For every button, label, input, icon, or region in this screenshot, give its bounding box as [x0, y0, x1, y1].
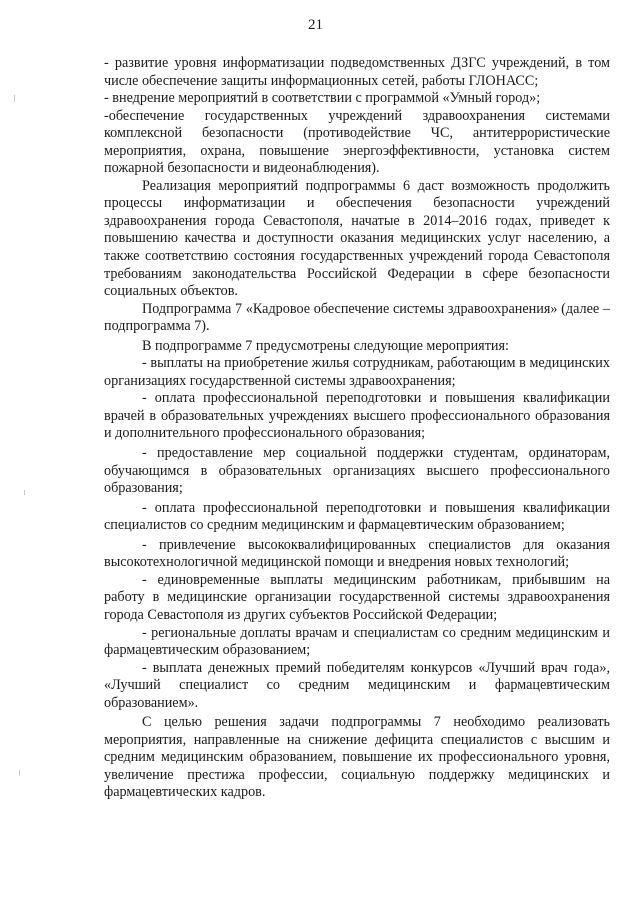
- bullet-paragraph: - развитие уровня информатизации подведомственных ДЗГС учреждений, в том числе обеспечение защиты информационных сетей, работы ГЛОНАСС;: [104, 55, 610, 89]
- scan-edge-mark-top: [14, 95, 15, 102]
- bullet-paragraph: - привлечение высококвалифицированных специалистов для оказания высокотехнологичной медицинской помощи и внедрения новых технологий;: [104, 536, 610, 571]
- bullet-paragraph: - выплаты на приобретение жилья сотрудникам, работающим в медицинских организациях государственной системы здравоохранения;: [104, 355, 610, 389]
- page-number: 21: [308, 17, 323, 33]
- bullet-paragraph: - региональные доплаты врачам и специалистам со средним медицинским и фармацевтическим образованием;: [104, 624, 610, 659]
- bullet-paragraph: - оплата профессиональной переподготовки и повышения квалификации врачей в образовательных учреждениях высшего профессионального образования и дополнительного профессионального образования;: [104, 390, 610, 442]
- bullet-paragraph: - выплата денежных премий победителям конкурсов «Лучший врач года», «Лучший специалист со средним медицинским и фармацевтическим образованием».: [104, 659, 610, 711]
- scan-edge-mark-middle: [24, 490, 25, 495]
- bullet-paragraph: - оплата профессиональной переподготовки и повышения квалификации специалистов со средним медицинским и фармацевтическим образованием;: [104, 499, 610, 534]
- bullet-paragraph: - предоставление мер социальной поддержки студентам, ординаторам, обучающимся в образовательных организациях высшего профессионального образования;: [104, 445, 610, 497]
- bullet-paragraph: -обеспечение государственных учреждений здравоохранения системами комплексной безопасности (противодействие ЧС, антитеррористические мероприятия, охрана, повышение энергоэффективности, установка систем пожарной безопасности и видеонаблюдения).: [104, 107, 610, 177]
- body-paragraph: В подпрограмме 7 предусмотрены следующие мероприятия:: [142, 337, 509, 354]
- document-body: [104, 55, 610, 802]
- bullet-paragraph: - внедрение мероприятий в соответствии с программой «Умный город»;: [104, 90, 541, 107]
- bullet-paragraph: - единовременные выплаты медицинским работникам, прибывшим на работу в медицинские организации государственной системы здравоохранения города Севастополя из других субъектов Российской Федерации;: [104, 571, 610, 623]
- body-paragraph: Подпрограмма 7 «Кадровое обеспечение системы здравоохранения» (далее – подпрограмма 7).: [104, 300, 610, 335]
- body-paragraph: Реализация мероприятий подпрограммы 6 даст возможность продолжить процессы информатизации и обеспечения безопасности учреждений здравоохранения города Севастополя, начатые в 2014–2016 годах, приведет к повышению качества и доступности оказания медицинских услуг населению, а также соответствию состояния государственных учреждений города Севастополя требованиям законодательства Российской Федерации в сфере безопасности социальных объектов.: [104, 177, 610, 300]
- scan-edge-mark-bottom: [19, 770, 20, 776]
- body-paragraph: С целью решения задачи подпрограммы 7 необходимо реализовать мероприятия, направленные на снижение дефицита специалистов с высшим и средним медицинским образованием, повышение их профессионального уровня, увеличение престижа профессии, социальную поддержку медицинских и фармацевтических кадров.: [104, 714, 610, 801]
